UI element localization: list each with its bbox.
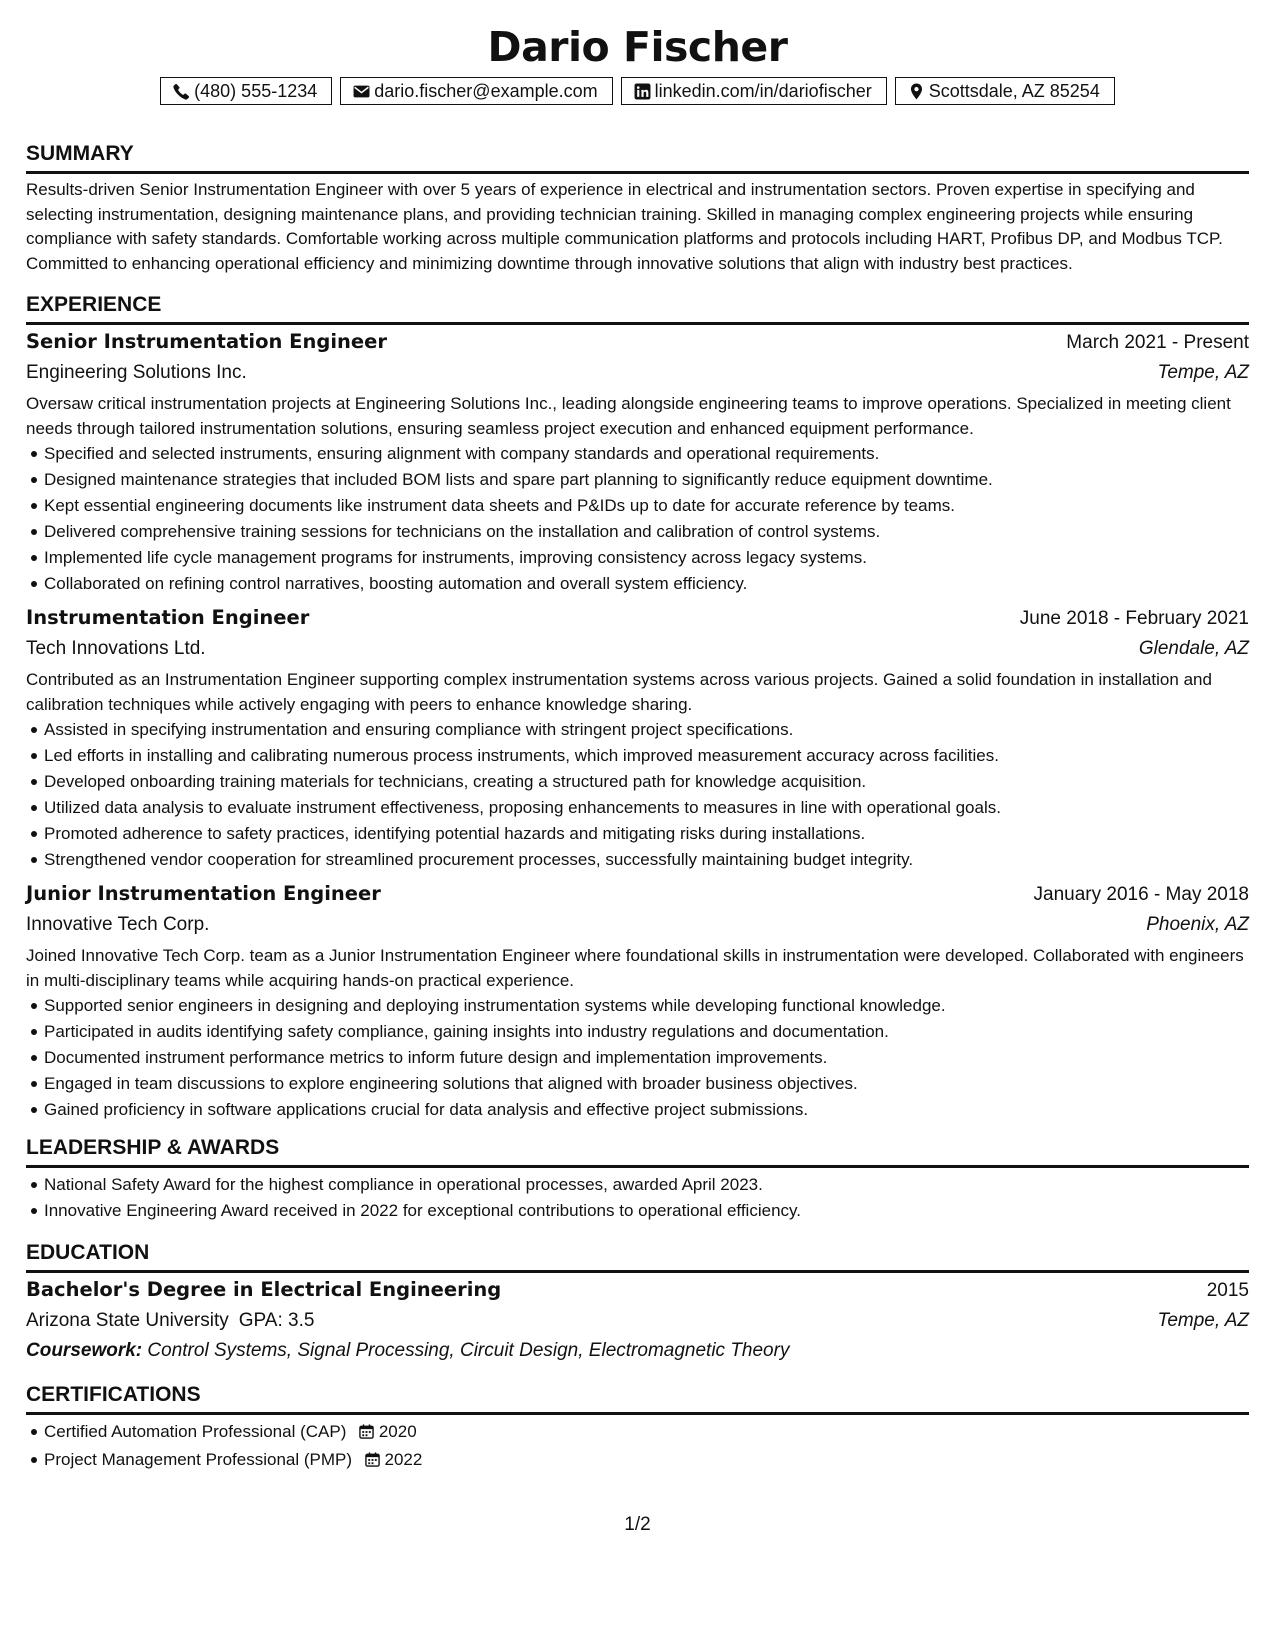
list-item: Engaged in team discussions to explore engineering solutions that aligned with broader business objectives. <box>44 1071 1249 1097</box>
job-bullets <box>26 717 1249 873</box>
email-text: dario.fischer@example.com <box>374 81 598 101</box>
job-location: Glendale, AZ <box>1138 638 1249 659</box>
contact-bar <box>26 77 1249 105</box>
email-chip[interactable] <box>340 77 612 105</box>
job-title: Junior Instrumentation Engineer <box>26 882 381 905</box>
job-entry <box>26 327 1249 597</box>
job-company: Engineering Solutions Inc. <box>26 362 247 383</box>
job-company: Innovative Tech Corp. <box>26 914 210 935</box>
coursework-label: Coursework: <box>26 1340 143 1361</box>
job-title: Senior Instrumentation Engineer <box>26 330 387 353</box>
summary-section <box>26 141 1249 276</box>
job-dates: March 2021 - Present <box>1066 332 1249 353</box>
calendar-icon <box>359 1421 374 1447</box>
gpa: GPA: 3.5 <box>238 1310 315 1331</box>
summary-text: Results-driven Senior Instrumentation Engineer with over 5 years of experience in electrical and instrumentation sectors. Proven expertise in specifying and selecting instrumentation, designing maintenance plans, and providing technician training. Skilled in managing complex engineering projects while ensuring compliance with safety standards. Comfortable working across multiple communication platforms and protocols including HART, Profibus DP, and Modbus TCP. Committed to enhancing operational efficiency and minimizing downtime through innovative solutions that align with industry best practices. <box>26 180 1223 273</box>
certification-name: Project Management Professional (PMP) <box>44 1450 353 1469</box>
list-item: Designed maintenance strategies that included BOM lists and spare part planning to significantly reduce equipment downtime. <box>44 467 1249 493</box>
phone-chip[interactable] <box>160 77 332 105</box>
list-item: Gained proficiency in software applications crucial for data analysis and effective project submissions. <box>44 1097 1249 1123</box>
list-item: Participated in audits identifying safety compliance, gaining insights into industry regulations and documentation. <box>44 1019 1249 1045</box>
job-entry <box>26 879 1249 1123</box>
list-item: Utilized data analysis to evaluate instrument effectiveness, proposing enhancements to measures in line with operational goals. <box>44 795 1249 821</box>
awards-list <box>26 1172 1249 1224</box>
certification-name: Certified Automation Professional (CAP) <box>44 1422 347 1441</box>
page-number: 1/2 <box>624 1514 651 1535</box>
calendar-icon <box>365 1449 380 1475</box>
linkedin-icon <box>634 83 651 100</box>
list-item: Innovative Engineering Award received in 2022 for exceptional contributions to operational efficiency. <box>44 1198 1249 1224</box>
job-location: Phoenix, AZ <box>1146 914 1249 935</box>
location-chip <box>895 77 1115 105</box>
list-item: Promoted adherence to safety practices, identifying potential hazards and mitigating risks during installations. <box>44 821 1249 847</box>
awards-section <box>26 1135 1249 1224</box>
phone-text: (480) 555-1234 <box>194 81 318 101</box>
degree-title: Bachelor's Degree in Electrical Engineering <box>26 1278 502 1301</box>
job-title: Instrumentation Engineer <box>26 606 310 629</box>
list-item: Led efforts in installing and calibrating numerous process instruments, which improved measurement accuracy across facilities. <box>44 743 1249 769</box>
list-item: Documented instrument performance metrics to inform future design and implementation improvements. <box>44 1045 1249 1071</box>
job-entry <box>26 603 1249 873</box>
job-dates: June 2018 - February 2021 <box>1019 608 1249 629</box>
section-title-certifications: CERTIFICATIONS <box>26 1382 1249 1415</box>
list-item: Collaborated on refining control narratives, boosting automation and overall system efficiency. <box>44 571 1249 597</box>
list-item: Kept essential engineering documents like instrument data sheets and P&IDs up to date for accurate reference by teams. <box>44 493 1249 519</box>
school-location: Tempe, AZ <box>1157 1310 1249 1331</box>
section-title-summary: SUMMARY <box>26 141 1249 174</box>
list-item: Assisted in specifying instrumentation and ensuring compliance with stringent project specifications. <box>44 717 1249 743</box>
location-text: Scottsdale, AZ 85254 <box>928 81 1100 101</box>
section-title-experience: EXPERIENCE <box>26 292 1249 325</box>
list-item: Developed onboarding training materials for technicians, creating a structured path for knowledge acquisition. <box>44 769 1249 795</box>
list-item: National Safety Award for the highest compliance in operational processes, awarded April 2023. <box>44 1172 1249 1198</box>
coursework <box>26 1336 1249 1366</box>
job-dates: January 2016 - May 2018 <box>1033 884 1249 905</box>
degree-year: 2015 <box>1206 1280 1249 1301</box>
list-item: Implemented life cycle management programs for instruments, improving consistency across legacy systems. <box>44 545 1249 571</box>
job-location: Tempe, AZ <box>1157 362 1249 383</box>
job-description: Contributed as an Instrumentation Engineer supporting complex instrumentation systems across various projects. Gained a solid foundation in installation and calibration techniques while actively engaging with peers to enhance knowledge sharing. <box>26 670 1212 714</box>
certification-year: 2022 <box>384 1450 423 1469</box>
list-item: Supported senior engineers in designing and deploying instrumentation systems while developing functional knowledge. <box>44 993 1249 1019</box>
certifications-section <box>26 1382 1249 1475</box>
job-description: Oversaw critical instrumentation projects at Engineering Solutions Inc., leading alongside engineering teams to improve operations. Specialized in meeting client needs through tailored instrumentation solutions, ensuring seamless project execution and enhanced equipment performance. <box>26 394 1231 438</box>
candidate-name: Dario Fischer <box>487 23 788 71</box>
school-name: Arizona State University <box>26 1310 229 1331</box>
job-bullets <box>26 441 1249 597</box>
section-title-awards: LEADERSHIP & AWARDS <box>26 1135 1249 1168</box>
list-item <box>44 1419 1249 1447</box>
map-pin-icon <box>908 83 925 100</box>
linkedin-text: linkedin.com/in/dariofischer <box>654 81 872 101</box>
coursework-list: Control Systems, Signal Processing, Circuit Design, Electromagnetic Theory <box>147 1340 790 1361</box>
list-item: Strengthened vendor cooperation for streamlined procurement processes, successfully maintaining budget integrity. <box>44 847 1249 873</box>
certification-year: 2020 <box>378 1422 417 1441</box>
envelope-icon <box>353 83 370 100</box>
job-company: Tech Innovations Ltd. <box>26 638 206 659</box>
job-description: Joined Innovative Tech Corp. team as a Junior Instrumentation Engineer where foundational skills in instrumentation were developed. Collaborated with engineers in multi-disciplinary teams while acquiring hands-on practical experience. <box>26 946 1244 990</box>
linkedin-chip[interactable] <box>621 77 887 105</box>
experience-section <box>26 292 1249 1123</box>
education-section <box>26 1240 1249 1366</box>
list-item: Specified and selected instruments, ensuring alignment with company standards and operational requirements. <box>44 441 1249 467</box>
section-title-education: EDUCATION <box>26 1240 1249 1273</box>
job-bullets <box>26 993 1249 1123</box>
certifications-list <box>26 1419 1249 1475</box>
list-item <box>44 1447 1249 1475</box>
list-item: Delivered comprehensive training sessions for technicians on the installation and calibration of control systems. <box>44 519 1249 545</box>
phone-icon <box>173 83 190 100</box>
